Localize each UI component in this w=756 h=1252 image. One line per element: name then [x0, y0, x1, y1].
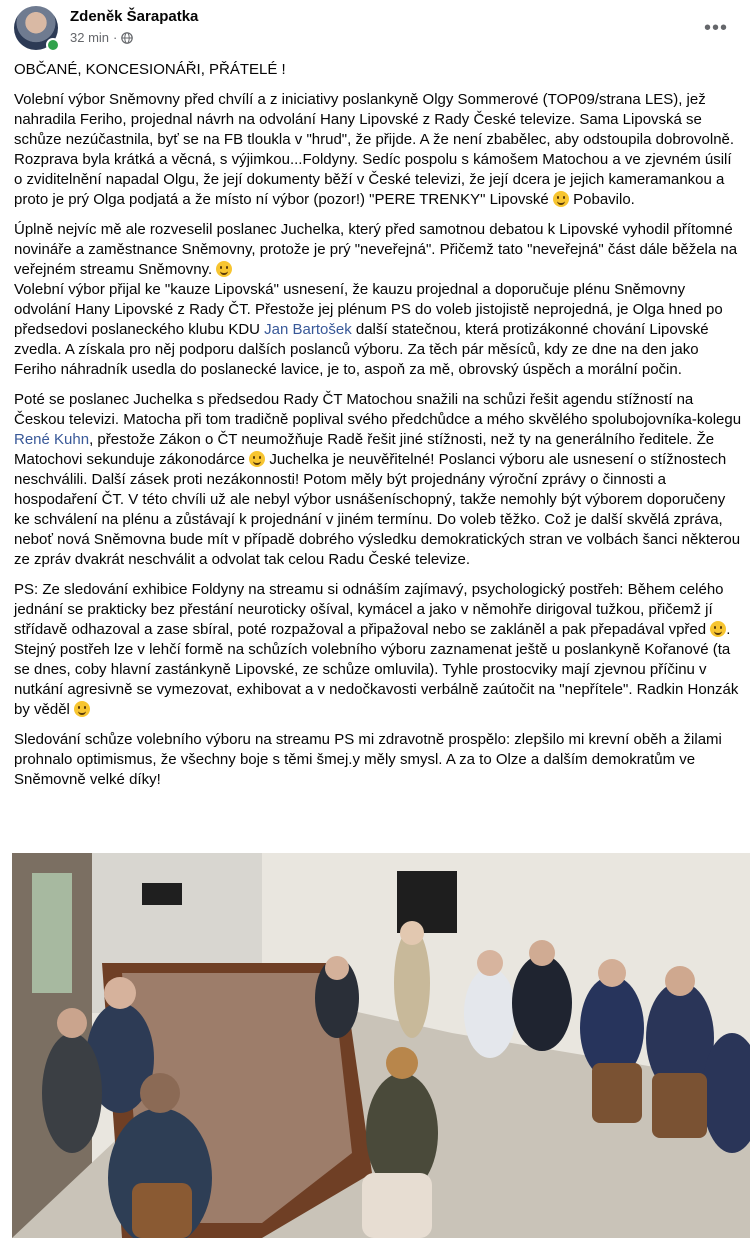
paragraph-4: PS: Ze sledování exhibice Foldyny na streamu si odnáším zajímavý, psychologický postřeh: Během celého jednání se prakticky bez přestání neuroticky ošíval, kymácel a jako v němohře dirigoval tužkou, přičemž jí střídavě odhazoval a zase sbíral, poté rozpažoval a připažoval nebo se zakláněl a pak přepadával vpřed . Stejný postřeh lze v lehčí formě na schůzích volebního výboru zaznamenat ještě u poslankyně Kořanové (ta se dnes, coby hlavní zastánkyně Lipovské, ze schůze omluvila). Tyhle prostocviky mají zjevnou příčinu v nutkání agresivně se vymezovat, exhibovat a v nedočkavosti verbálně zaútočit na "nepřítele". Radkin Honzák by věděl	[14, 581, 739, 718]
paragraph-2b: Volební výbor přijal ke "kauze Lipovská" usnesení, že kauzu projednal a doporučuje plénu Sněmovny odvolání Hany Lipovské z Rady ČT. Přestože jej plénum PS do voleb jistojistě neprojedná, je Olga hned po předsedovi poslaneckého klubu KDU Jan Bartošek další statečnou, která protizákonné chování Lipovské zvedla. A získala pro něj podporu dalších poslanců výboru. Za těch pár měsíců, kdy ze dne na den jako Feriho náhradník usedla do poslanecké lavice, je to, aspoň za mě, obrovský úspěch a morální počin.	[14, 281, 723, 378]
paragraph-3: Poté se poslanec Juchelka s předsedou Rady ČT Matochou snažili na schůzi řešit agendu stížností na Českou televizi. Matocha při tom tradičně poplival svého předchůdce a mého skvělého spolubojovníka-kolegu René Kuhn, přestože Zákon o ČT neumožňuje Radě řešit jiné stížnosti, než ty na generálního ředitele. Že Matochovi sekunduje zákonodárce Juchelka je neuvěřitelné! Poslanci výboru ale usnesení o stížnostech neschválili. Další zásek proti nezákonnosti! Potom měly být projednány výroční zprávy o činnosti a hospodaření ČT. V této chvíli už ale nebyl výbor usnášeníschopný, takže nemohly být výborem doporučeny ke schválení na plénu a zůstávají k projednání v jiném termínu. Do voleb těžko. Což je další skvělá zpráva, neboť nová Sněmovna bude mít v případě dobrého výsledku demokratických stran ve volbách šanci některou ze zpráv dvakrát neschválit a odvolat tak celou Radu České televize.	[14, 391, 742, 568]
more-options-icon[interactable]: •••	[703, 16, 728, 39]
post-time[interactable]: 32 min	[70, 30, 110, 45]
mention-rene-kuhn[interactable]: René Kuhn	[14, 431, 90, 448]
post-text	[14, 60, 742, 800]
mention-jan-bartosek[interactable]: Jan Bartošek	[264, 321, 352, 338]
smiling-face-icon	[216, 261, 232, 277]
committee-meeting-photo	[12, 853, 750, 1238]
paragraph-5: Sledování schůze volebního výboru na streamu PS mi zdravotně prospělo: zlepšilo mi krevní oběh a žilami prohnalo optimismus, že všechny boje s těmi šmej.y měly smysl. A za to Olze a dalším demokratům ve Sněmovně velké díky!	[14, 731, 722, 788]
post-header	[14, 6, 742, 52]
smiling-face-icon	[249, 451, 265, 467]
globe-icon[interactable]	[121, 32, 133, 44]
post-photo[interactable]	[12, 853, 750, 1238]
post-meta	[70, 30, 133, 45]
paragraph-1: Volební výbor Sněmovny před chvílí a z iniciativy poslankyně Olgy Sommerové (TOP09/strana LES), jež nahradila Feriho, projednal návrh na odvolání Hany Lipovské z Rady České televize. Sama Lipovská se schůze nezúčastnila, byť se na FB tloukla v "hrud", že přijde. A že není zbabělec, aby odstoupila dobrovolně. Rozprava byla krátká a věcná, s výjimkou...Foldyny. Sedíc pospolu s kámošem Matochou a ve zjevném úsilí o zviditelnění napadal Olgu, že její dokumenty běží v České televizi, že její dcera je jejich kameramankou a proto je prý Olga podjatá a že místo ní výbor (pozor!) "PERE TRENKY" Lipovské Pobavilo.	[14, 91, 735, 208]
online-status-dot	[46, 38, 60, 52]
greeting: OBČANÉ, KONCESIONÁŘI, PŘÁTELÉ !	[14, 61, 286, 78]
smiling-face-icon	[74, 701, 90, 717]
smiling-face-icon	[553, 191, 569, 207]
separator-dot: ·	[113, 30, 118, 45]
author-name[interactable]: Zdeněk Šarapatka	[70, 8, 199, 25]
paragraph-2a: Úplně nejvíc mě ale rozveselil poslanec Juchelka, který před samotnou debatou k Lipovské vyhodil přítomné novináře a zaměstnance Sněmovny, protože je prý "neveřejná". Přičemž tato "neveřejná" část dále běžela na veřejném streamu Sněmovny.	[14, 221, 738, 278]
smiling-face-icon	[710, 621, 726, 637]
